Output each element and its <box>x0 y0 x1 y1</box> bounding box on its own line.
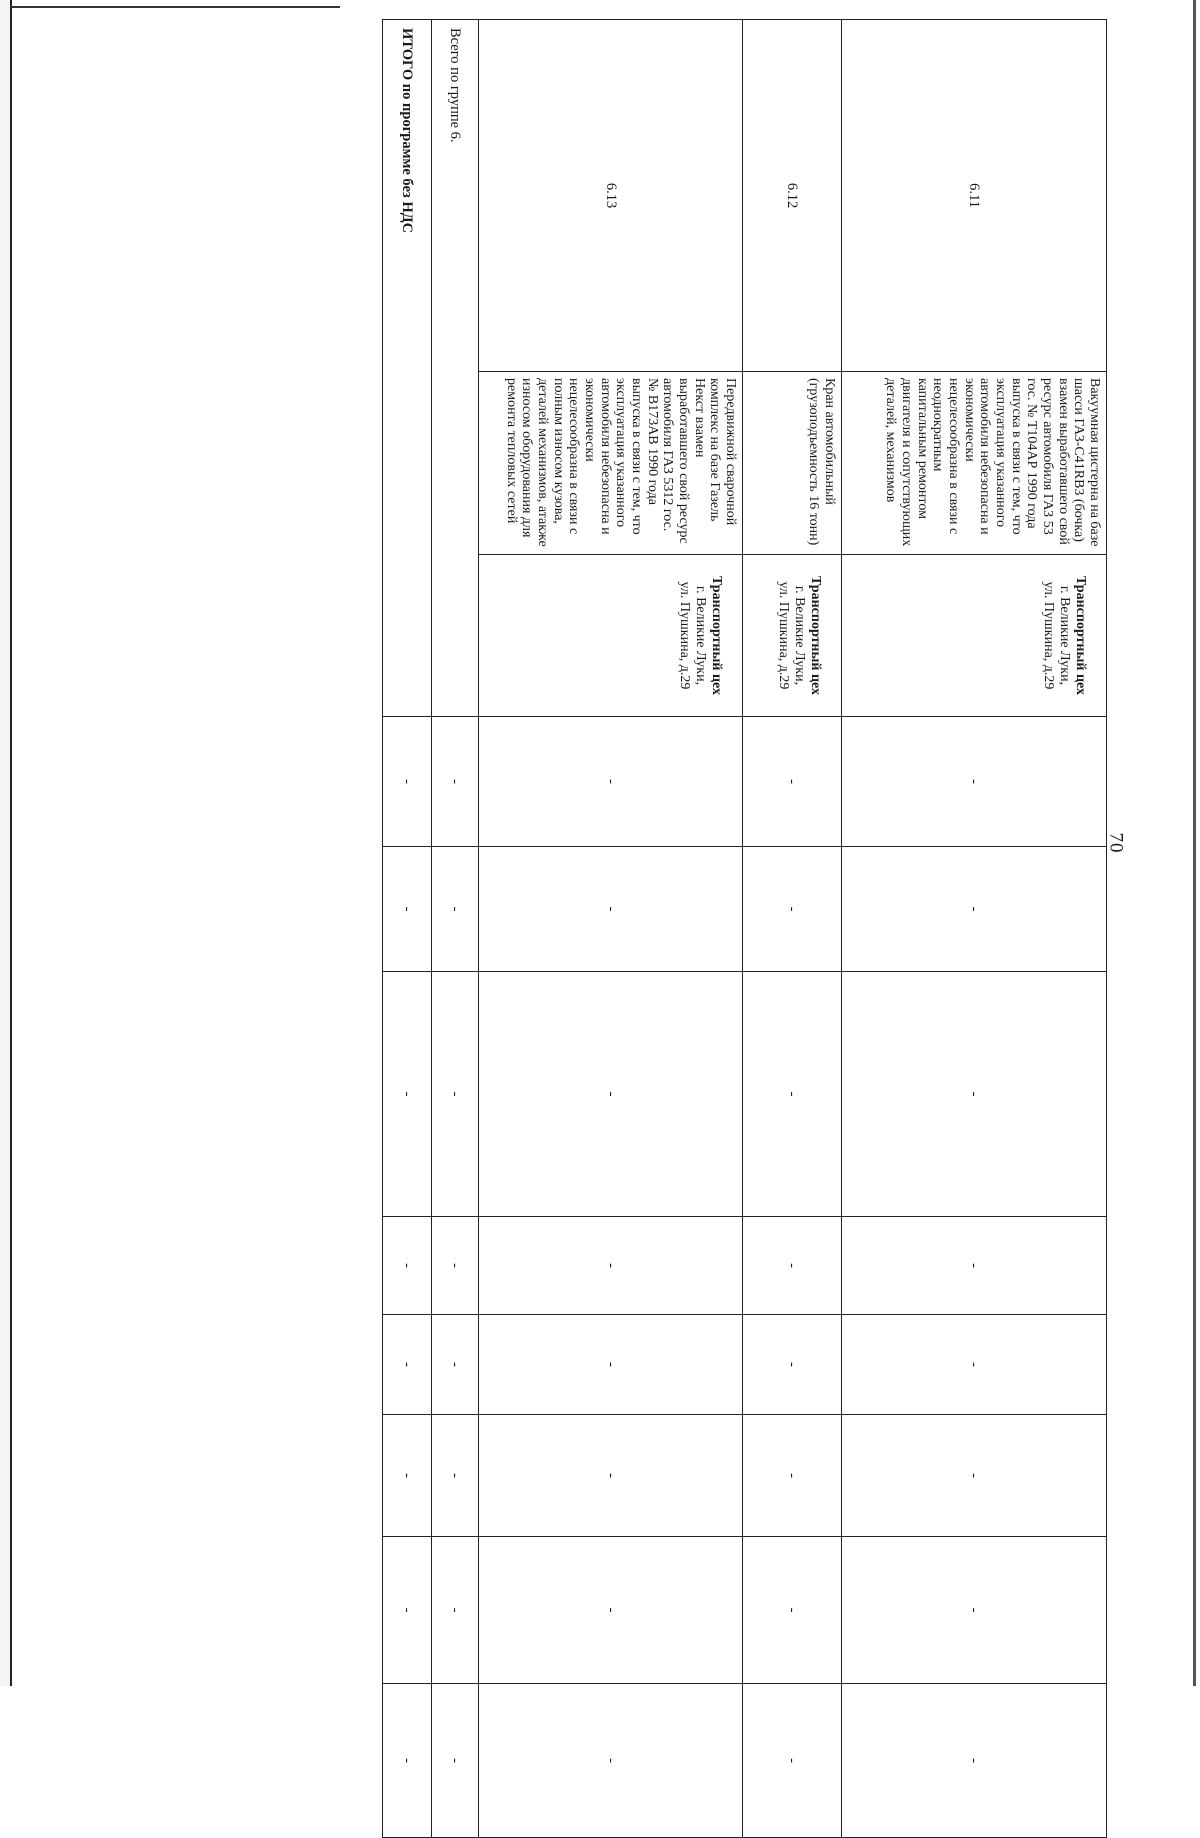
value-dash: - <box>602 1263 619 1268</box>
grand-total-row <box>383 20 432 1838</box>
value-dash: - <box>602 1091 619 1097</box>
description-cell <box>842 372 1107 717</box>
location-title: Транспортный цех <box>1073 576 1088 695</box>
value-dash: - <box>784 1758 801 1763</box>
value-cell <box>432 1537 479 1684</box>
value-cell <box>743 717 842 847</box>
row-number-cell <box>479 20 743 372</box>
value-cell <box>432 1315 479 1415</box>
value-dash: - <box>399 1758 416 1763</box>
value-cell <box>383 1315 432 1415</box>
value-cell <box>383 717 432 847</box>
group-total-row-label-cell <box>432 20 479 717</box>
location-cell <box>842 555 1106 716</box>
description-location-split <box>842 372 1106 716</box>
value-cell <box>383 1684 432 1838</box>
value-cell <box>743 1217 842 1315</box>
description-cell <box>743 372 842 717</box>
value-dash: - <box>784 1263 801 1268</box>
location-city: г. Великие Луки, <box>1056 585 1072 686</box>
location-street: ул. Пушкина, д.29 <box>775 581 791 690</box>
group-total-row <box>432 20 479 1838</box>
value-cell <box>842 847 1107 972</box>
value-cell <box>743 972 842 1217</box>
value-cell <box>479 972 743 1217</box>
location-title: Транспортный цех <box>709 576 724 695</box>
value-cell <box>383 1415 432 1537</box>
value-dash: - <box>399 1091 416 1097</box>
group-total-row-label: Всего по группе 6. <box>447 28 464 143</box>
value-dash: - <box>784 1362 801 1367</box>
value-cell <box>479 1415 743 1537</box>
value-cell <box>743 1684 842 1838</box>
value-dash: - <box>399 906 416 912</box>
value-cell <box>432 717 479 847</box>
scan-right-edge <box>1193 0 1196 1686</box>
program-table-rotated <box>399 19 1107 1763</box>
value-cell <box>743 847 842 972</box>
location-cell <box>743 555 841 716</box>
value-dash: - <box>447 1263 464 1268</box>
value-cell <box>383 1537 432 1684</box>
row-number: 6.12 <box>784 182 801 209</box>
value-dash: - <box>784 779 801 784</box>
value-dash: - <box>447 1362 464 1367</box>
value-cell <box>383 847 432 972</box>
value-cell <box>842 1537 1107 1684</box>
value-dash: - <box>966 1758 983 1763</box>
scan-top-edge <box>10 0 340 8</box>
location-cell <box>479 555 742 716</box>
description-cell <box>479 372 743 717</box>
description-location-split <box>479 372 742 716</box>
location-city: г. Великие Луки, <box>791 585 807 686</box>
value-dash: - <box>399 1473 416 1478</box>
value-dash: - <box>447 906 464 912</box>
value-cell <box>383 972 432 1217</box>
grand-total-row-label: ИТОГО по программе без НДС <box>399 28 416 234</box>
value-cell <box>842 717 1107 847</box>
value-cell <box>842 1217 1107 1315</box>
value-dash: - <box>447 1758 464 1763</box>
row-number: 6.13 <box>602 182 619 209</box>
value-dash: - <box>602 1607 619 1613</box>
row-number-cell <box>842 20 1107 372</box>
program-table <box>382 19 1107 1838</box>
location-city: г. Великие Луки, <box>692 585 708 686</box>
value-cell <box>432 1415 479 1537</box>
value-dash: - <box>966 1263 983 1268</box>
location-street: ул. Пушкина, д.29 <box>676 581 692 690</box>
value-dash: - <box>447 1607 464 1613</box>
value-dash: - <box>602 779 619 784</box>
value-cell <box>432 847 479 972</box>
value-dash: - <box>966 1091 983 1097</box>
value-cell <box>479 1217 743 1315</box>
value-cell <box>842 1684 1107 1838</box>
value-cell <box>842 972 1107 1217</box>
value-cell <box>743 1415 842 1537</box>
grand-total-row-label-cell <box>383 20 432 717</box>
value-cell <box>432 972 479 1217</box>
description-text: Вакуумная цистерна на базе шасси ГАЗ-С41RB3 (бочка) взамен выработавшего свой ресурс автомобиля ГАЗ 53 гос. № Т104АР 1990 года выпуска в связи с тем, что эксплуатация указанного автомобиля небезопасна и экономически нецелесообразна в связи с неоднократным капитальным ремонтом двигателя и сопутствующих деталей, механизмов <box>842 372 1106 555</box>
description-text: Передвижной сварочной комплекс на базе Газель Некст взамен выработавшего свой ресурс автомобиля ГАЗ 5312 гос. № В173АВ 1990 года выпуска в связи с тем, что эксплуатация указанного автомобиля небезопасна и экономически нецелесообразна в связи с полным износом кузова, деталей механизмов, атакже износом оборудования для ремонта тепловых сетей <box>479 372 742 555</box>
scan-left-edge <box>0 0 12 1686</box>
page-number: 70 <box>1105 832 1127 854</box>
value-dash: - <box>447 779 464 784</box>
value-dash: - <box>447 1091 464 1097</box>
value-dash: - <box>602 1362 619 1367</box>
value-cell <box>743 1537 842 1684</box>
value-dash: - <box>447 1473 464 1478</box>
value-dash: - <box>966 1607 983 1613</box>
value-cell <box>479 847 743 972</box>
value-cell <box>743 1315 842 1415</box>
table-row <box>842 20 1107 1838</box>
value-dash: - <box>602 1473 619 1478</box>
location-title: Транспортный цех <box>808 576 823 695</box>
value-dash: - <box>966 906 983 912</box>
value-dash: - <box>784 1091 801 1097</box>
value-cell <box>479 1537 743 1684</box>
value-dash: - <box>602 1758 619 1763</box>
value-dash: - <box>399 779 416 784</box>
description-location-split <box>743 372 841 716</box>
value-dash: - <box>399 1263 416 1268</box>
value-dash: - <box>784 1473 801 1478</box>
location-street: ул. Пушкина, д.29 <box>1040 581 1056 690</box>
value-dash: - <box>784 906 801 912</box>
value-cell <box>383 1217 432 1315</box>
description-text: Кран автомобильный (грузоподъемность 16 тонн) <box>743 372 841 555</box>
value-cell <box>479 1315 743 1415</box>
value-dash: - <box>966 1362 983 1367</box>
value-cell <box>842 1415 1107 1537</box>
table-row <box>743 20 842 1838</box>
table-row <box>479 20 743 1838</box>
value-cell <box>432 1684 479 1838</box>
value-cell <box>842 1315 1107 1415</box>
value-dash: - <box>399 1607 416 1613</box>
value-cell <box>432 1217 479 1315</box>
value-cell <box>479 1684 743 1838</box>
value-dash: - <box>399 1362 416 1367</box>
row-number: 6.11 <box>966 183 983 208</box>
value-dash: - <box>966 779 983 784</box>
row-number-cell <box>743 20 842 372</box>
value-dash: - <box>602 906 619 912</box>
value-cell <box>479 717 743 847</box>
value-dash: - <box>784 1607 801 1613</box>
value-dash: - <box>966 1473 983 1478</box>
